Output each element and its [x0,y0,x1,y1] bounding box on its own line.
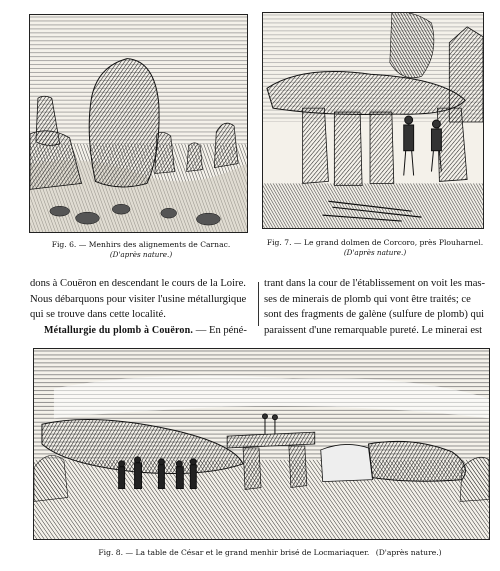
figure-8-caption [60,548,480,558]
text-line: trant dans la cour de l'établissement on voit les mas- [264,278,486,289]
text-line: sont des fragments de galène (sulfure de plomb) qui [264,309,485,321]
menhirs-illustration [30,15,247,232]
text-line [30,323,256,339]
figure-8-caption-credit: (D'après nature.) [375,548,442,557]
dolmen-illustration [263,13,483,228]
text-line: Nous débarquons pour visiter l'usine métallurgique [30,293,247,305]
text-line: paraissent d'une remarquable pureté. Le minerai est [264,324,483,336]
column-divider [258,282,259,326]
table-de-cesar-illustration [34,349,489,539]
figure-8-caption-title: Fig. 8. — La table de César et le grand menhir brisé de Locmariaquer. [98,548,370,557]
text-column-left [30,276,256,338]
figure-7-engraving [262,12,484,229]
figure-7-caption [264,238,486,258]
figure-7-caption-title: Fig. 7. — Le grand dolmen de Corcoro, près Plouharnel. [266,238,484,247]
text-column-right [264,276,486,338]
figure-7-caption-credit: (D'après nature.) [343,248,407,257]
section-heading: Métallurgie du plomb à Couëron. [44,324,194,336]
text-line: dons à Couëron en descendant le cours de la Loire. [30,278,246,289]
text-line: ses de minerais de plomb qui vont être traités; ce [264,293,471,305]
figure-6-engraving [29,14,248,233]
figure-8-engraving [33,348,490,540]
figure-6-caption [34,240,248,260]
text-line: qui se trouve dans cette localité. [30,309,166,321]
text-fragment: — En péné- [193,324,247,336]
figure-6-caption-title: Fig. 6. — Menhirs des alignements de Carnac. [51,240,231,249]
figure-6-caption-credit: (D'après nature.) [109,250,173,259]
